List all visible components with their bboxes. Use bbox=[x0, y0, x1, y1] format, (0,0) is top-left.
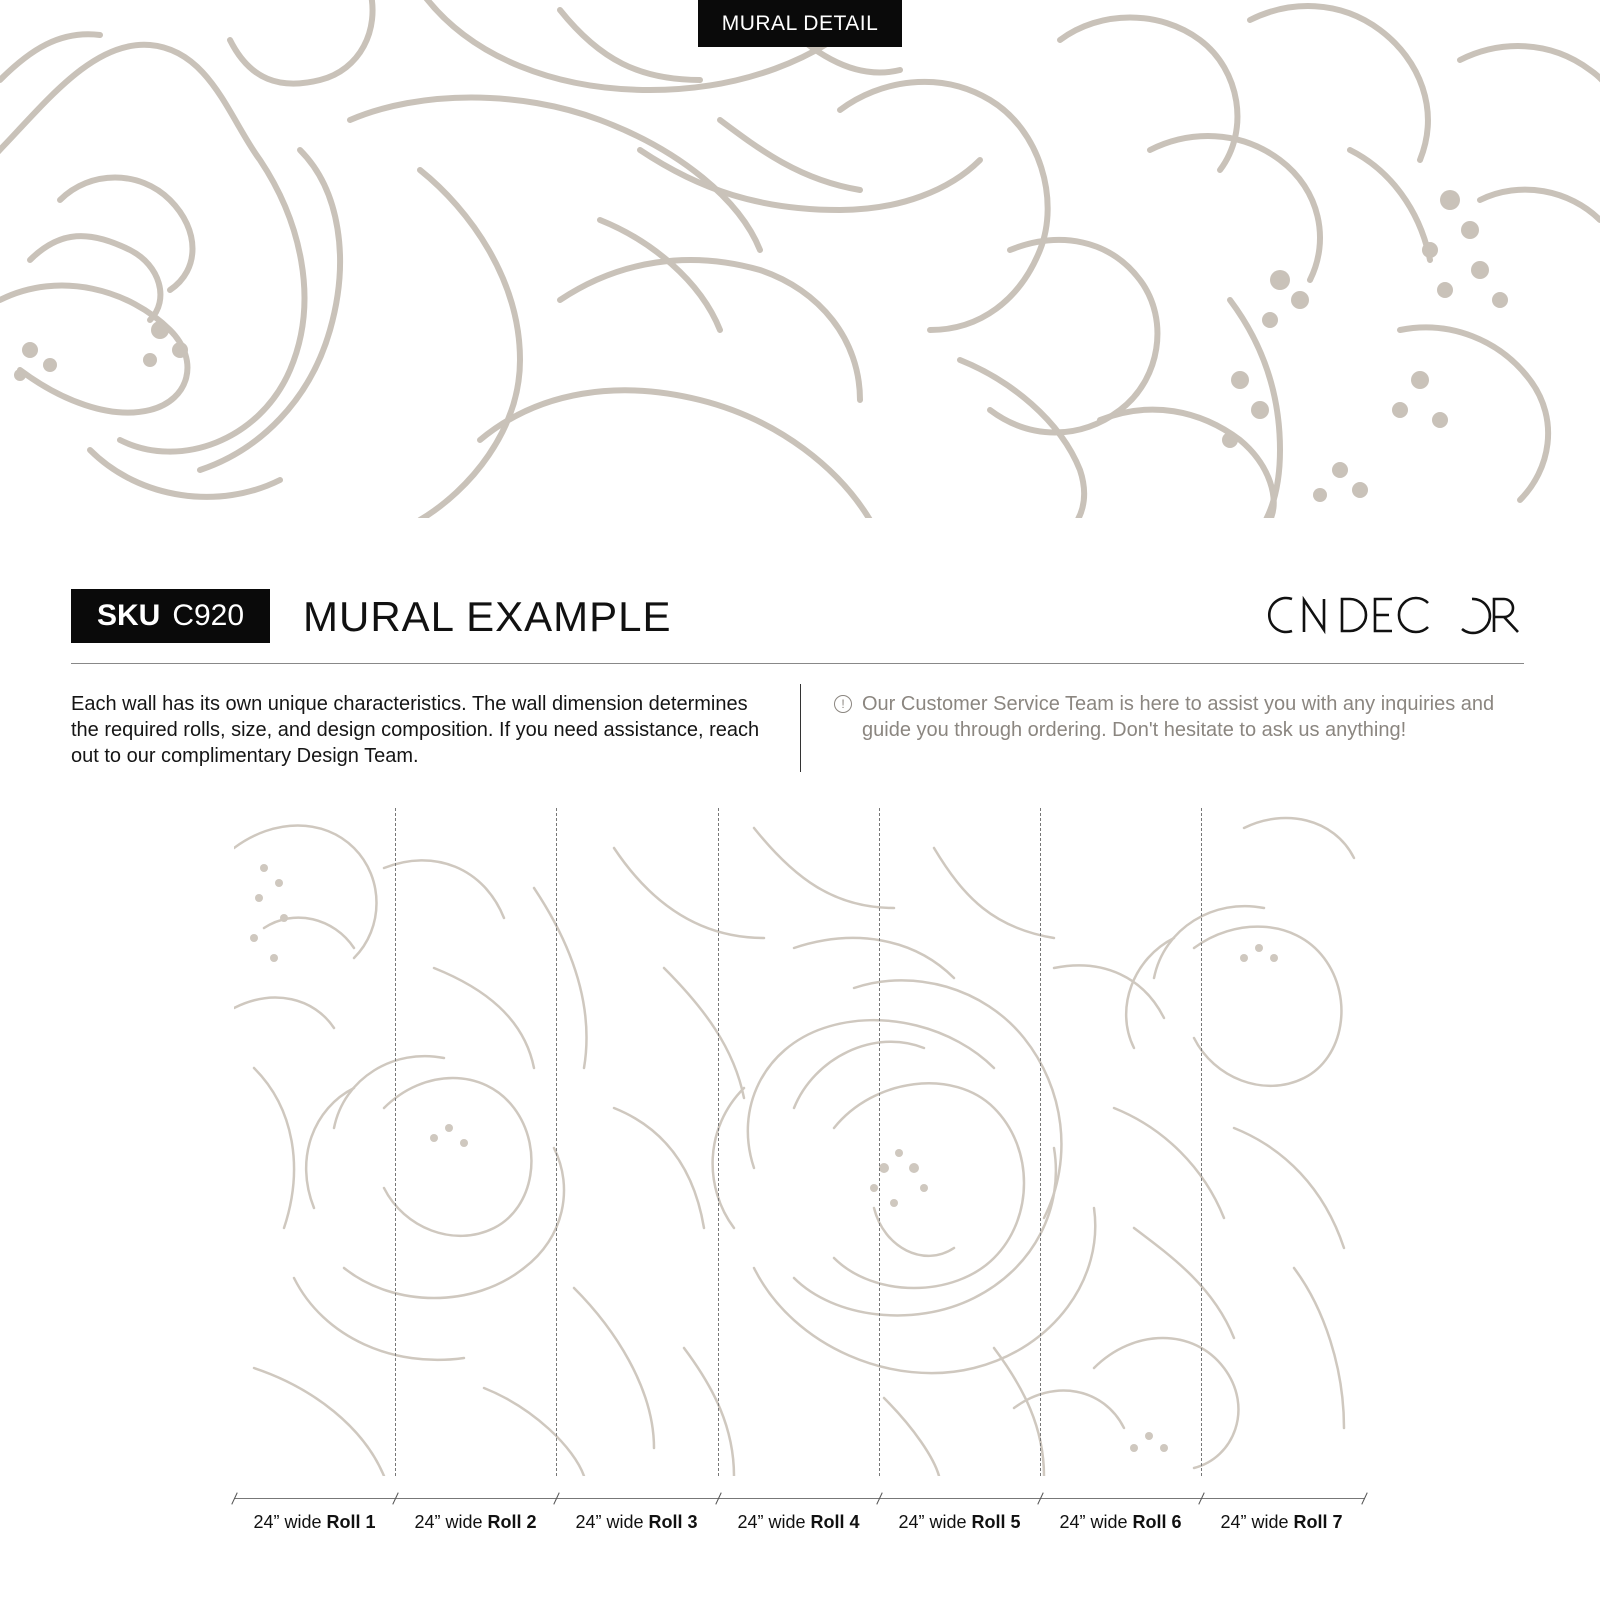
mural-example-image bbox=[234, 808, 1365, 1476]
page-title: MURAL EXAMPLE bbox=[303, 593, 672, 640]
roll-seam bbox=[556, 808, 557, 1476]
customer-service-text: Our Customer Service Team is here to assist you with any inquiries and guide you through ordering. Don't hesitate to ask us anything! bbox=[862, 693, 1495, 741]
roll-seam bbox=[1040, 808, 1041, 1476]
roll-seam bbox=[395, 808, 396, 1476]
mural-detail-badge: MURAL DETAIL bbox=[698, 0, 902, 47]
roll-label-7: 24” wide Roll 7 bbox=[1220, 1512, 1343, 1532]
info-column-divider bbox=[800, 684, 801, 772]
mural-line-art bbox=[234, 808, 1365, 1476]
sku-badge bbox=[71, 589, 270, 643]
ondecor-logo bbox=[1262, 594, 1524, 636]
mural-detail-image bbox=[0, 0, 1600, 518]
roll-label-5: 24” wide Roll 5 bbox=[898, 1512, 1021, 1532]
sku-label: SKU bbox=[96, 599, 161, 632]
roll-seam bbox=[718, 808, 719, 1476]
info-circle-icon: ! bbox=[834, 695, 852, 713]
roll-measurement-line bbox=[234, 1498, 1365, 1499]
sku-code: C920 bbox=[172, 599, 245, 632]
header-divider bbox=[71, 663, 1524, 664]
roll-label-4: 24” wide Roll 4 bbox=[737, 1512, 860, 1532]
roll-label-2: 24” wide Roll 2 bbox=[414, 1512, 537, 1532]
floral-line-art bbox=[0, 0, 1600, 518]
roll-label-3: 24” wide Roll 3 bbox=[575, 1512, 698, 1532]
roll-label-1: 24” wide Roll 1 bbox=[253, 1512, 376, 1532]
roll-seam bbox=[879, 808, 880, 1476]
wall-info-text: Each wall has its own unique characteristics. The wall dimension determines the required rolls, size, and design composition. If you need assistance, reach out to our complimentary Design Team. bbox=[71, 693, 760, 767]
customer-service-note bbox=[834, 691, 1524, 743]
roll-seam bbox=[1201, 808, 1202, 1476]
roll-label-6: 24” wide Roll 6 bbox=[1059, 1512, 1182, 1532]
